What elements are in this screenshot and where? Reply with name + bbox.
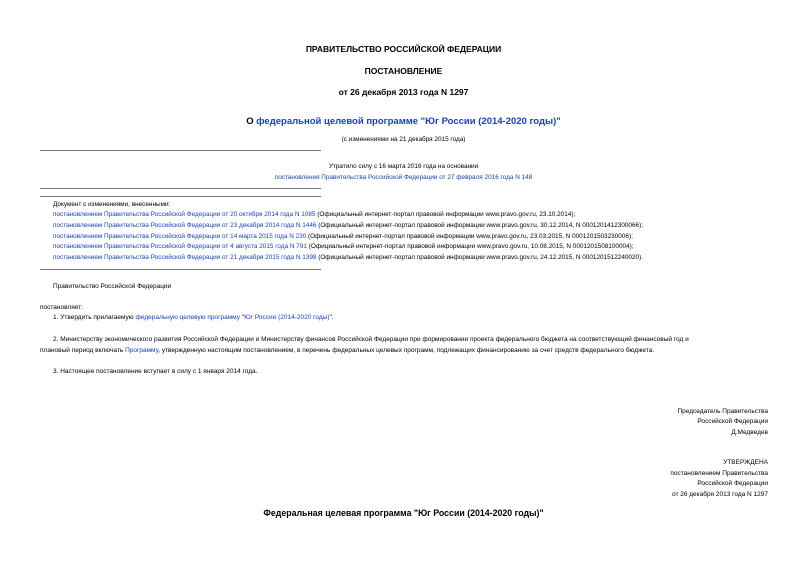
amendment-item xyxy=(53,222,643,229)
program-reference-link[interactable]: Программу xyxy=(125,347,159,354)
paragraph-2-text: , утвержденную настоящим постановлением, в перечень федеральных целевых программ, подлежащих финансированию за счет средств федерального бюджета. xyxy=(158,347,655,354)
divider xyxy=(40,196,321,197)
paragraph-1-text: 1. Утвердить прилагаемую xyxy=(53,314,136,321)
divider xyxy=(40,150,321,151)
approved-line: постановлением Правительства xyxy=(670,470,768,477)
document-title xyxy=(0,116,807,127)
changes-note: (с изменениями на 21 декабря 2015 года) xyxy=(341,136,466,143)
government-heading: ПРАВИТЕЛЬСТВО РОССИЙСКОЙ ФЕДЕРАЦИИ xyxy=(305,44,502,54)
document-type-heading: ПОСТАНОВЛЕНИЕ xyxy=(364,66,443,76)
amendment-text: (Официальный интернет-портал правовой информации www.pravo.gov.ru, 23.03.2015, N 0001201503230006); xyxy=(306,233,633,240)
paragraph-1-text: " xyxy=(239,314,245,321)
signature-title: Председатель Правительства xyxy=(677,408,768,415)
paragraph-3: 3. Настоящее постановление вступает в силу с 1 января 2014 года. xyxy=(53,368,258,375)
paragraph-1 xyxy=(53,312,334,324)
amendment-item xyxy=(53,243,634,250)
amendment-item xyxy=(53,254,643,261)
amendments-intro: Документ с изменениями, внесенными: xyxy=(53,201,171,208)
signature-name: Д.Медведев xyxy=(731,429,768,436)
program-title: Федеральная целевая программа "Юг России (2014-2020 годы)" xyxy=(263,508,544,518)
resolves-text: постановляет: xyxy=(40,304,83,311)
lost-force-text: Утратило силу с 16 марта 2016 года на основании xyxy=(328,163,479,170)
signature-title-2: Российской Федерации xyxy=(697,418,768,425)
paragraph-1-text: ". xyxy=(329,314,334,321)
title-prefix: О xyxy=(246,116,257,127)
amendment-text: (Официальный интернет-портал правовой информации www.pravo.gov.ru, 24.12.2015, N 0001201512240020). xyxy=(316,254,644,261)
program-link[interactable]: федеральную целевую программу xyxy=(135,314,240,321)
program-name-link[interactable]: Юг России (2014-2020 годы) xyxy=(244,314,330,321)
approved-line: Российской Федерации xyxy=(697,480,768,487)
amendment-text: (Официальный интернет-портал правовой информации www.pravo.gov.ru, 10.08.2015, N 0001201508100004); xyxy=(306,243,634,250)
date-number-heading: от 26 декабря 2013 года N 1297 xyxy=(338,87,469,97)
amendment-text: (Официальный интернет-портал правовой информации www.pravo.gov.ru, 30.12.2014, N 0001201412300066); xyxy=(316,222,644,229)
amendment-link[interactable]: постановлением Правительства Российской Федерации от 4 августа 2015 года N 791 xyxy=(53,243,307,250)
amendment-link[interactable]: постановлением Правительства Российской Федерации от 20 октября 2014 года N 1085 xyxy=(53,211,316,218)
amendment-link[interactable]: постановлением Правительства Российской Федерации от 14 марта 2015 года N 230 xyxy=(53,233,307,240)
amendment-text: (Официальный интернет-портал правовой информации www.pravo.gov.ru, 23.10.2014); xyxy=(315,211,576,218)
approved-date: от 26 декабря 2013 года N 1297 xyxy=(671,491,768,498)
title-link[interactable]: федеральной целевой программе "Юг России (2014-2020 годы)" xyxy=(256,116,561,127)
amendment-link[interactable]: постановлением Правительства Российской Федерации от 23 декабря 2014 года N 1446 xyxy=(53,222,317,229)
amendment-link[interactable]: постановлением Правительства Российской Федерации от 21 декабря 2015 года N 1398 xyxy=(53,254,317,261)
amendment-item xyxy=(53,233,633,240)
paragraph-2-line-2 xyxy=(40,345,654,357)
approved-heading: УТВЕРЖДЕНА xyxy=(723,459,768,466)
issuer-text: Правительство Российской Федерации xyxy=(53,283,172,290)
divider xyxy=(40,269,321,270)
divider xyxy=(40,188,321,189)
amendment-item xyxy=(53,211,575,218)
paragraph-2-text: плановый период включать xyxy=(40,347,126,354)
paragraph-2-line-1: 2. Министерству экономического развития Российской Федерации и Министерству финансов Российской Федерации при формировании проекта федерального бюджета на соответствующий финансовый год и xyxy=(53,336,689,343)
lost-force-link[interactable]: постановления Правительства Российской Федерации от 27 февраля 2016 года N 148 xyxy=(274,174,533,181)
